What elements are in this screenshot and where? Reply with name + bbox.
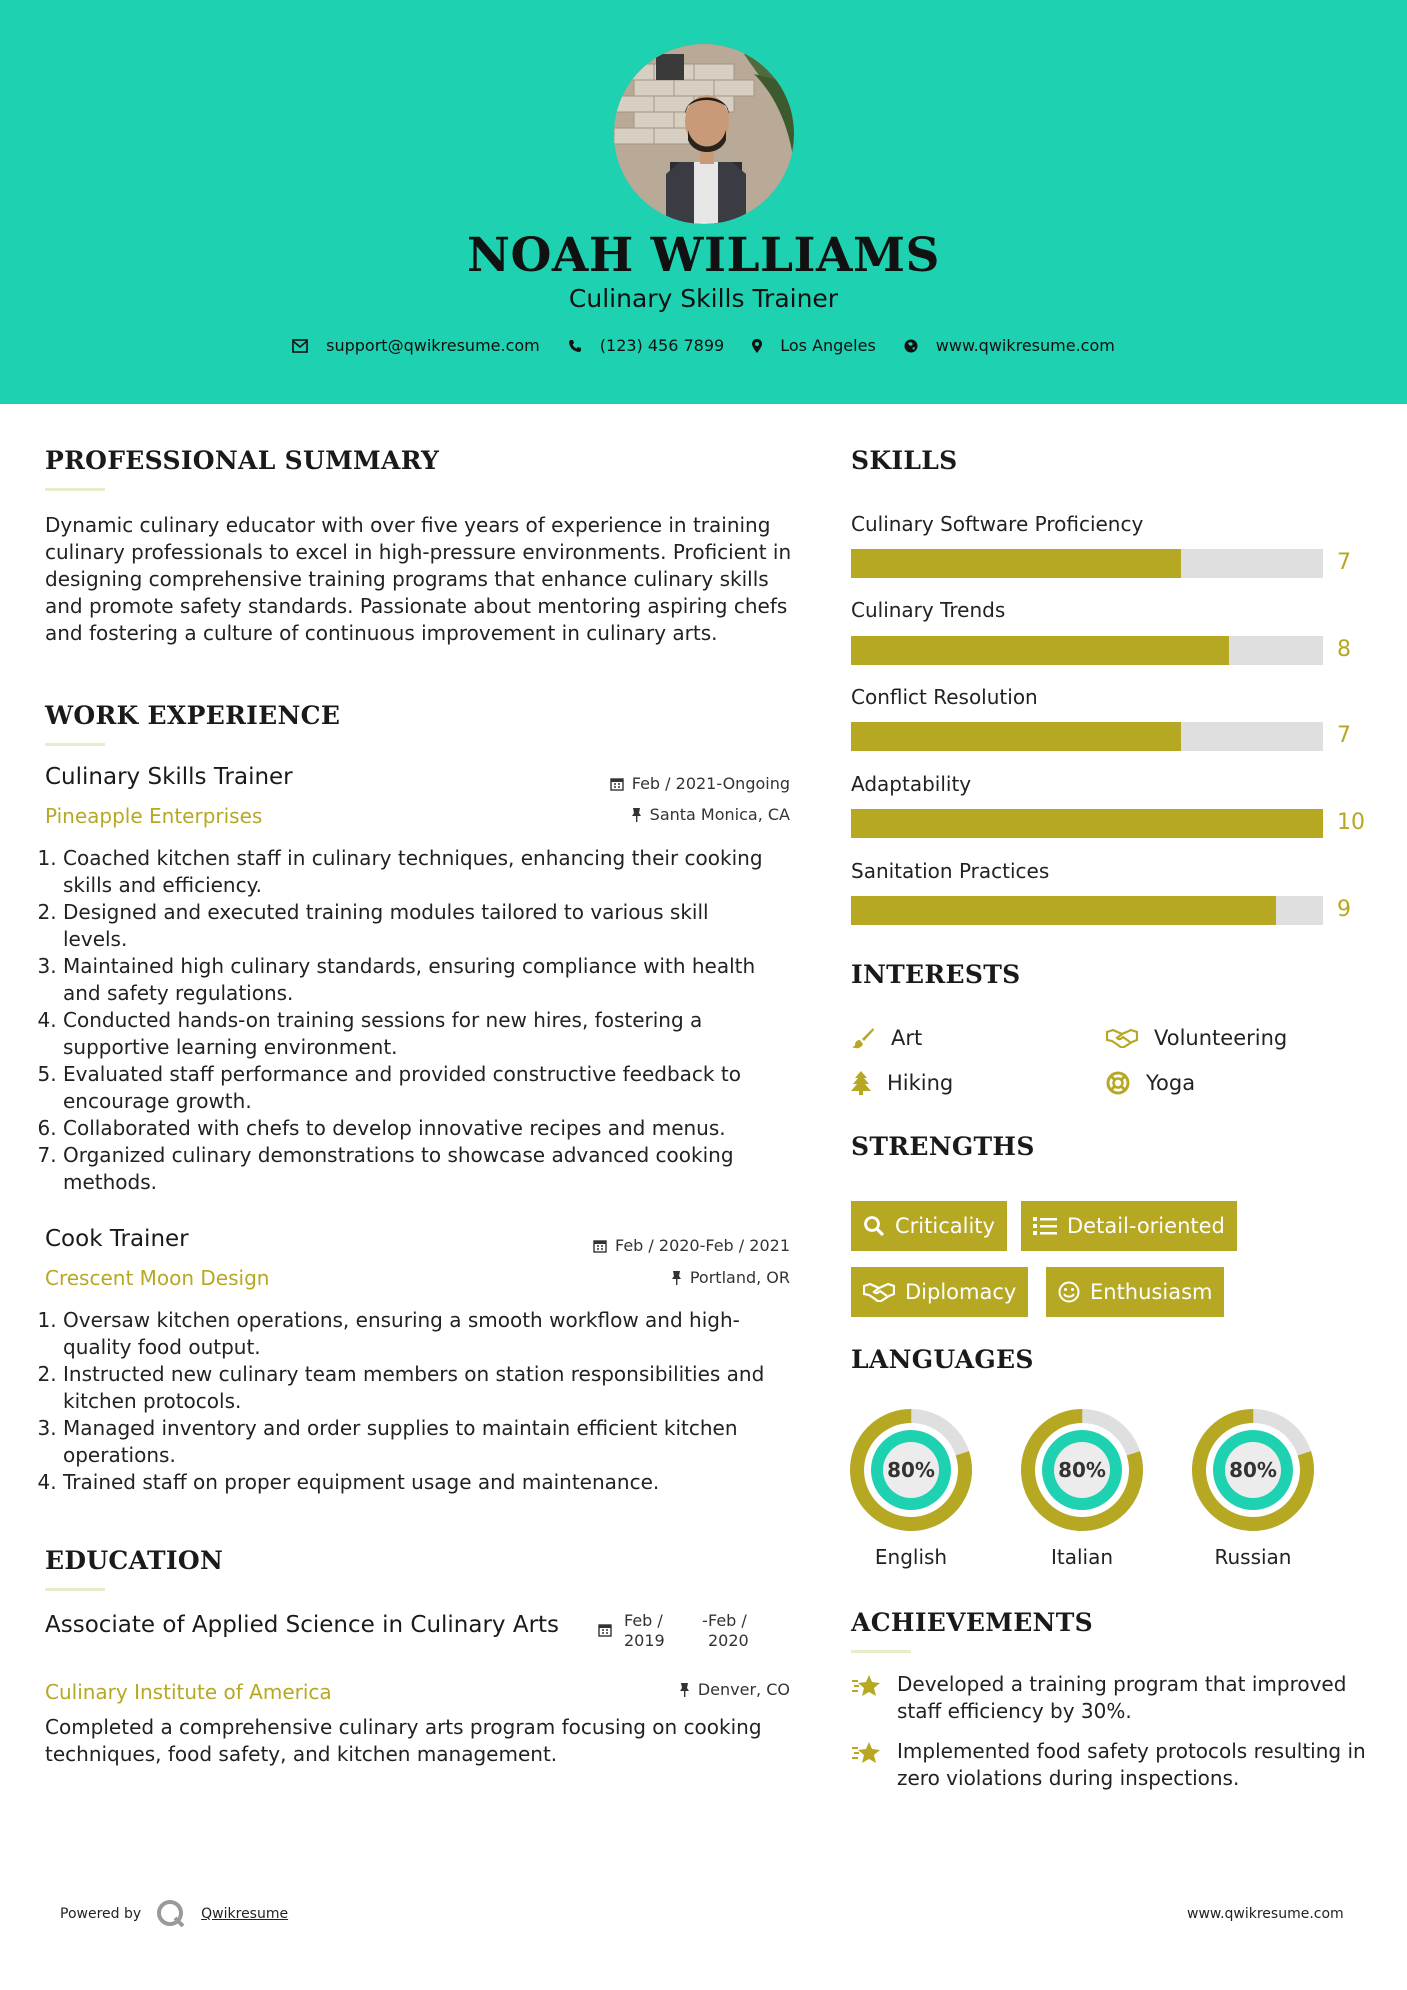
smile-icon: [1058, 1281, 1080, 1303]
summary-heading: PROFESSIONAL SUMMARY: [45, 446, 440, 475]
list-item: 3. Maintained high culinary standards, ensuring compliance with health and safety regulations.: [63, 953, 775, 1007]
email-text: support@qwikresume.com: [326, 336, 540, 355]
phone-icon: [568, 339, 582, 353]
strength-tag: [1046, 1267, 1224, 1317]
contact-location: [752, 336, 876, 355]
skill-bar-fill: [851, 636, 1229, 665]
contact-phone[interactable]: [568, 336, 724, 355]
list-item: 1. Oversaw kitchen operations, ensuring a smooth workflow and high-quality food output.: [63, 1307, 780, 1361]
list-icon: [1033, 1216, 1057, 1236]
interest-item: [851, 1026, 922, 1050]
interest-item: [851, 1071, 953, 1095]
job-bullets: [45, 1307, 780, 1496]
lifebuoy-icon: [1106, 1071, 1130, 1095]
gauge-percent: 80%: [1058, 1458, 1106, 1482]
list-item: 2. Instructed new culinary team members on station responsibilities and kitchen protocols.: [63, 1361, 780, 1415]
calendar-icon: [593, 1239, 607, 1253]
education-location-text: Denver, CO: [697, 1680, 790, 1699]
tree-icon: [851, 1071, 871, 1095]
interest-item: [1106, 1071, 1195, 1095]
strength-tag: [1021, 1201, 1237, 1251]
language-gauge: [850, 1409, 972, 1535]
skill-bar: [851, 636, 1323, 665]
resume-header: [0, 0, 1407, 404]
gauge-percent: 80%: [887, 1458, 935, 1482]
interest-label: Yoga: [1146, 1071, 1196, 1095]
skill-bar: [851, 722, 1323, 751]
interest-label: Art: [891, 1026, 923, 1050]
achievements-divider: [851, 1650, 911, 1653]
strength-tag: [851, 1201, 1007, 1251]
job-dates: [540, 774, 790, 793]
list-item: 2. Designed and executed training modules tailored to various skill levels.: [63, 899, 775, 953]
experience-divider: [45, 743, 105, 746]
pin-icon: [679, 1682, 690, 1697]
achievement-text: Implemented food safety protocols resulting in zero violations during inspections.: [897, 1739, 1366, 1790]
brand-link[interactable]: Qwikresume: [201, 1906, 289, 1922]
company-name: Crescent Moon Design: [45, 1266, 270, 1290]
globe-icon: [904, 339, 918, 353]
list-item: 4. Trained staff on proper equipment usage and maintenance.: [63, 1469, 780, 1496]
skill-value: 8: [1337, 637, 1351, 662]
language-label: Russian: [1214, 1545, 1292, 1569]
language-label: English: [874, 1545, 948, 1569]
contact-website[interactable]: [904, 336, 1115, 355]
date-separator: -: [702, 1611, 708, 1630]
education-location: [540, 1680, 790, 1699]
list-item: 4. Conducted hands-on training sessions for new hires, fostering a supportive learning environment.: [63, 1007, 775, 1061]
envelope-icon: [292, 339, 308, 353]
job-location-text: Portland, OR: [689, 1268, 790, 1287]
skill-bar-fill: [851, 549, 1181, 578]
footer-website[interactable]: www.qwikresume.com: [1187, 1906, 1344, 1922]
language-gauge: [1192, 1409, 1314, 1535]
language-gauge: [1021, 1409, 1143, 1535]
map-pin-icon: [752, 339, 762, 353]
languages-heading: LANGUAGES: [851, 1345, 1034, 1374]
interests-heading: INTERESTS: [851, 960, 1021, 989]
star-badge-icon: [851, 1673, 883, 1699]
skill-label: Adaptability: [851, 772, 972, 796]
degree-title: Associate of Applied Science in Culinary Arts: [45, 1612, 560, 1638]
calendar-icon: [598, 1622, 612, 1641]
calendar-icon: [610, 777, 624, 791]
job-dates-text: Feb / 2020-Feb / 2021: [615, 1236, 790, 1255]
paintbrush-icon: [851, 1027, 875, 1049]
list-item: 1. Coached kitchen staff in culinary techniques, enhancing their cooking skills and efficiency.: [63, 845, 775, 899]
list-item: 6. Collaborated with chefs to develop innovative recipes and menus.: [63, 1115, 775, 1142]
skill-label: Sanitation Practices: [851, 859, 1050, 883]
experience-heading: WORK EXPERIENCE: [45, 701, 341, 730]
skill-value: 10: [1337, 810, 1365, 835]
skill-bar: [851, 809, 1323, 838]
skill-bar: [851, 549, 1323, 578]
job-location: [540, 805, 790, 824]
contact-bar: [0, 336, 1407, 355]
achievement-item: [851, 1738, 1371, 1792]
strength-label: Criticality: [895, 1214, 995, 1238]
pin-icon: [631, 807, 642, 822]
skill-bar-fill: [851, 896, 1276, 925]
interest-label: Volunteering: [1154, 1026, 1288, 1050]
company-name: Pineapple Enterprises: [45, 804, 263, 828]
strength-label: Enthusiasm: [1090, 1280, 1213, 1304]
profile-photo: [614, 44, 794, 224]
achievement-text: Developed a training program that improved staff efficiency by 30%.: [897, 1672, 1347, 1723]
job-dates: [540, 1236, 790, 1255]
interest-label: Hiking: [887, 1071, 954, 1095]
contact-email[interactable]: [292, 336, 540, 355]
list-item: 3. Managed inventory and order supplies to maintain efficient kitchen operations.: [63, 1415, 780, 1469]
skill-bar-fill: [851, 722, 1181, 751]
job-bullets: [45, 845, 775, 1196]
skill-value: 7: [1337, 550, 1351, 575]
skill-label: Culinary Trends: [851, 598, 1006, 622]
website-text: www.qwikresume.com: [935, 336, 1115, 355]
handshake-icon: [1106, 1028, 1138, 1048]
school-name: Culinary Institute of America: [45, 1680, 332, 1704]
job-dates-text: Feb / 2021-Ongoing: [631, 774, 790, 793]
candidate-role: Culinary Skills Trainer: [568, 284, 839, 313]
job-title: Culinary Skills Trainer: [45, 764, 293, 790]
list-item: 7. Organized culinary demonstrations to showcase advanced cooking methods.: [63, 1142, 775, 1196]
education-end-date: Feb / 2020: [708, 1611, 749, 1650]
skill-label: Culinary Software Proficiency: [851, 512, 1144, 536]
handshake-icon: [863, 1282, 895, 1302]
phone-text: (123) 456 7899: [599, 336, 725, 355]
achievements-heading: ACHIEVEMENTS: [851, 1608, 1093, 1637]
search-icon: [863, 1215, 885, 1237]
job-title: Cook Trainer: [45, 1226, 189, 1252]
pin-icon: [671, 1270, 682, 1285]
location-text: Los Angeles: [780, 336, 876, 355]
qwikresume-logo-icon: [155, 1898, 187, 1930]
skills-heading: SKILLS: [851, 446, 958, 475]
footer-powered: [60, 1898, 288, 1930]
education-text: Completed a comprehensive culinary arts program focusing on cooking techniques, food safety, and kitchen management.: [45, 1715, 762, 1766]
skill-value: 7: [1337, 723, 1351, 748]
skill-bar-fill: [851, 809, 1323, 838]
gauge-percent: 80%: [1229, 1458, 1277, 1482]
interest-item: [1106, 1026, 1287, 1050]
job-location-text: Santa Monica, CA: [649, 805, 790, 824]
summary-divider: [45, 488, 105, 491]
strengths-heading: STRENGTHS: [851, 1132, 1035, 1161]
summary-text: Dynamic culinary educator with over five years of experience in training culinary professionals to excel in high-pressure environments. Proficient in designing comprehensive training programs that enhance culinary skills and promote safety standards. Passionate about mentoring aspiring chefs and fostering a culture of continuous improvement in culinary arts.: [45, 513, 792, 645]
skill-label: Conflict Resolution: [851, 685, 1038, 709]
strength-tag: [851, 1267, 1028, 1317]
skill-bar: [851, 896, 1323, 925]
strength-label: Diplomacy: [905, 1280, 1017, 1304]
job-location: [540, 1268, 790, 1287]
strength-label: Detail-oriented: [1067, 1214, 1225, 1238]
education-divider: [45, 1588, 105, 1591]
skill-value: 9: [1337, 897, 1351, 922]
candidate-name: NOAH WILLIAMS: [467, 228, 940, 283]
education-heading: EDUCATION: [45, 1546, 224, 1575]
star-badge-icon: [851, 1740, 883, 1766]
list-item: 5. Evaluated staff performance and provided constructive feedback to encourage growth.: [63, 1061, 775, 1115]
powered-by-label: Powered by: [60, 1906, 142, 1922]
education-start-date: Feb / 2019: [624, 1611, 665, 1650]
achievement-item: [851, 1671, 1371, 1725]
language-label: Italian: [1050, 1545, 1114, 1569]
